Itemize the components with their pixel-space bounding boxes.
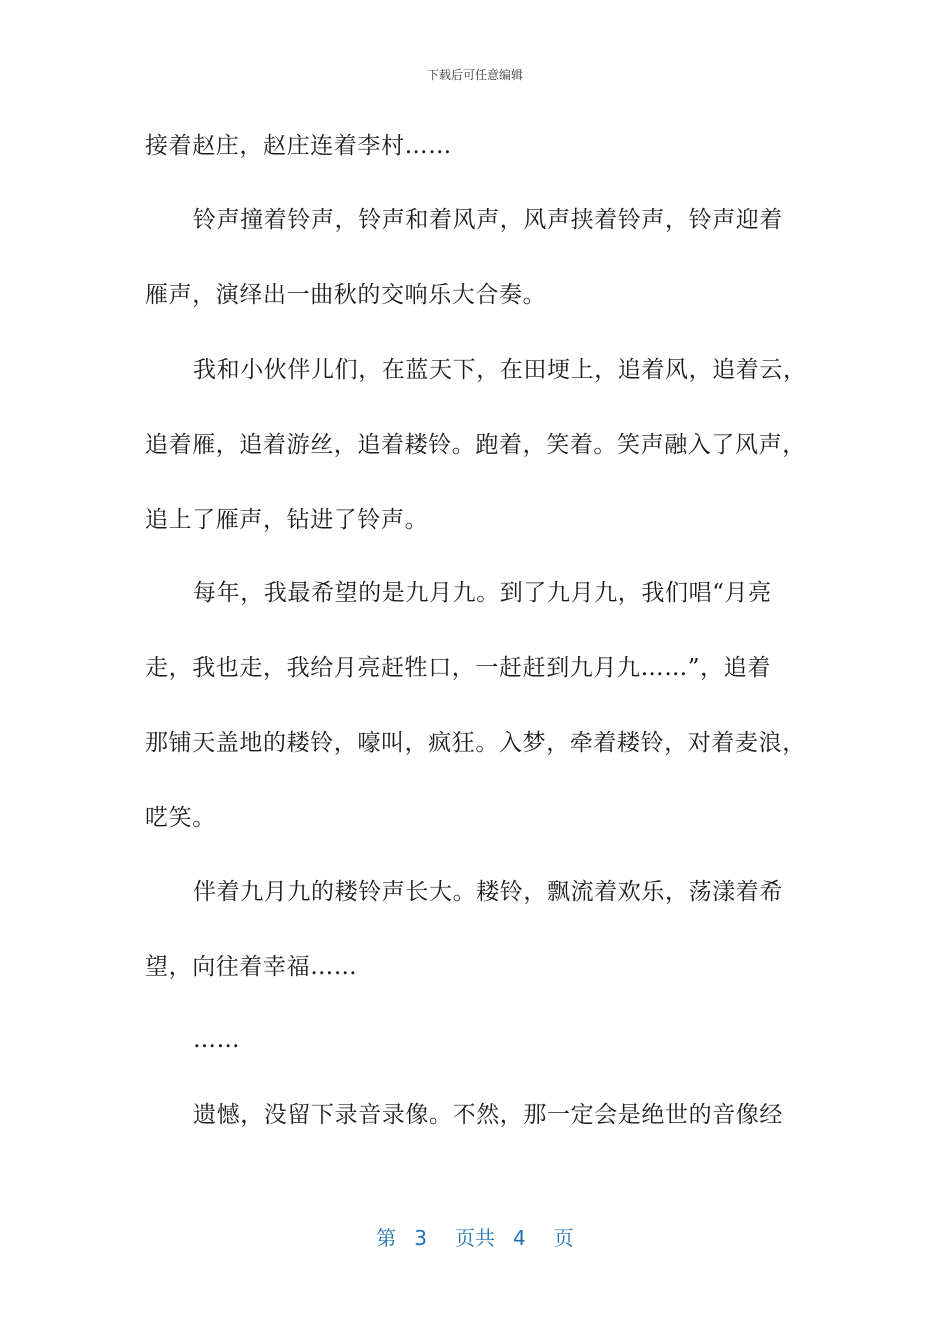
text-line: 我和小伙伴儿们，在蓝天下，在田埂上，追着风，追着云， [193, 357, 807, 383]
current-page-number: 3 [414, 1226, 427, 1250]
text-line: 铃声撞着铃声，铃声和着风声，风声挟着铃声，铃声迎着 [193, 207, 783, 233]
text-line: 追上了雁声，钻进了铃声。 [145, 507, 429, 533]
text-line: 追着雁，追着游丝，追着耧铃。跑着，笑着。笑声融入了风声， [145, 432, 806, 458]
total-pages-number: 4 [513, 1226, 526, 1250]
text-line: 走，我也走，我给月亮赶牲口，一赶赶到九月九……”，追着 [145, 655, 771, 681]
text-line: 伴着九月九的耧铃声长大。耧铃，飘流着欢乐，荡漾着希 [193, 879, 783, 905]
page-footer [0, 1225, 950, 1251]
text-line: 那铺天盖地的耧铃，嚎叫，疯狂。入梦，牵着耧铃，对着麦浪， [145, 730, 806, 756]
text-line: 每年，我最希望的是九月九。到了九月九，我们唱“月亮 [193, 580, 772, 606]
text-line: …… [193, 1027, 241, 1053]
text-line: 望，向往着幸福…… [145, 954, 358, 980]
text-line: 接着赵庄，赵庄连着李村…… [145, 133, 452, 159]
text-line: 呓笑。 [145, 805, 216, 831]
footer-prefix: 第 [376, 1226, 397, 1250]
text-line: 遗憾，没留下录音录像。不然，那一定会是绝世的音像经 [193, 1102, 783, 1128]
footer-suffix: 页 [553, 1226, 574, 1250]
text-line: 雁声，演绎出一曲秋的交响乐大合奏。 [145, 282, 547, 308]
page-header-note: 下载后可任意编辑 [426, 68, 523, 82]
footer-middle: 页共 [455, 1226, 495, 1250]
